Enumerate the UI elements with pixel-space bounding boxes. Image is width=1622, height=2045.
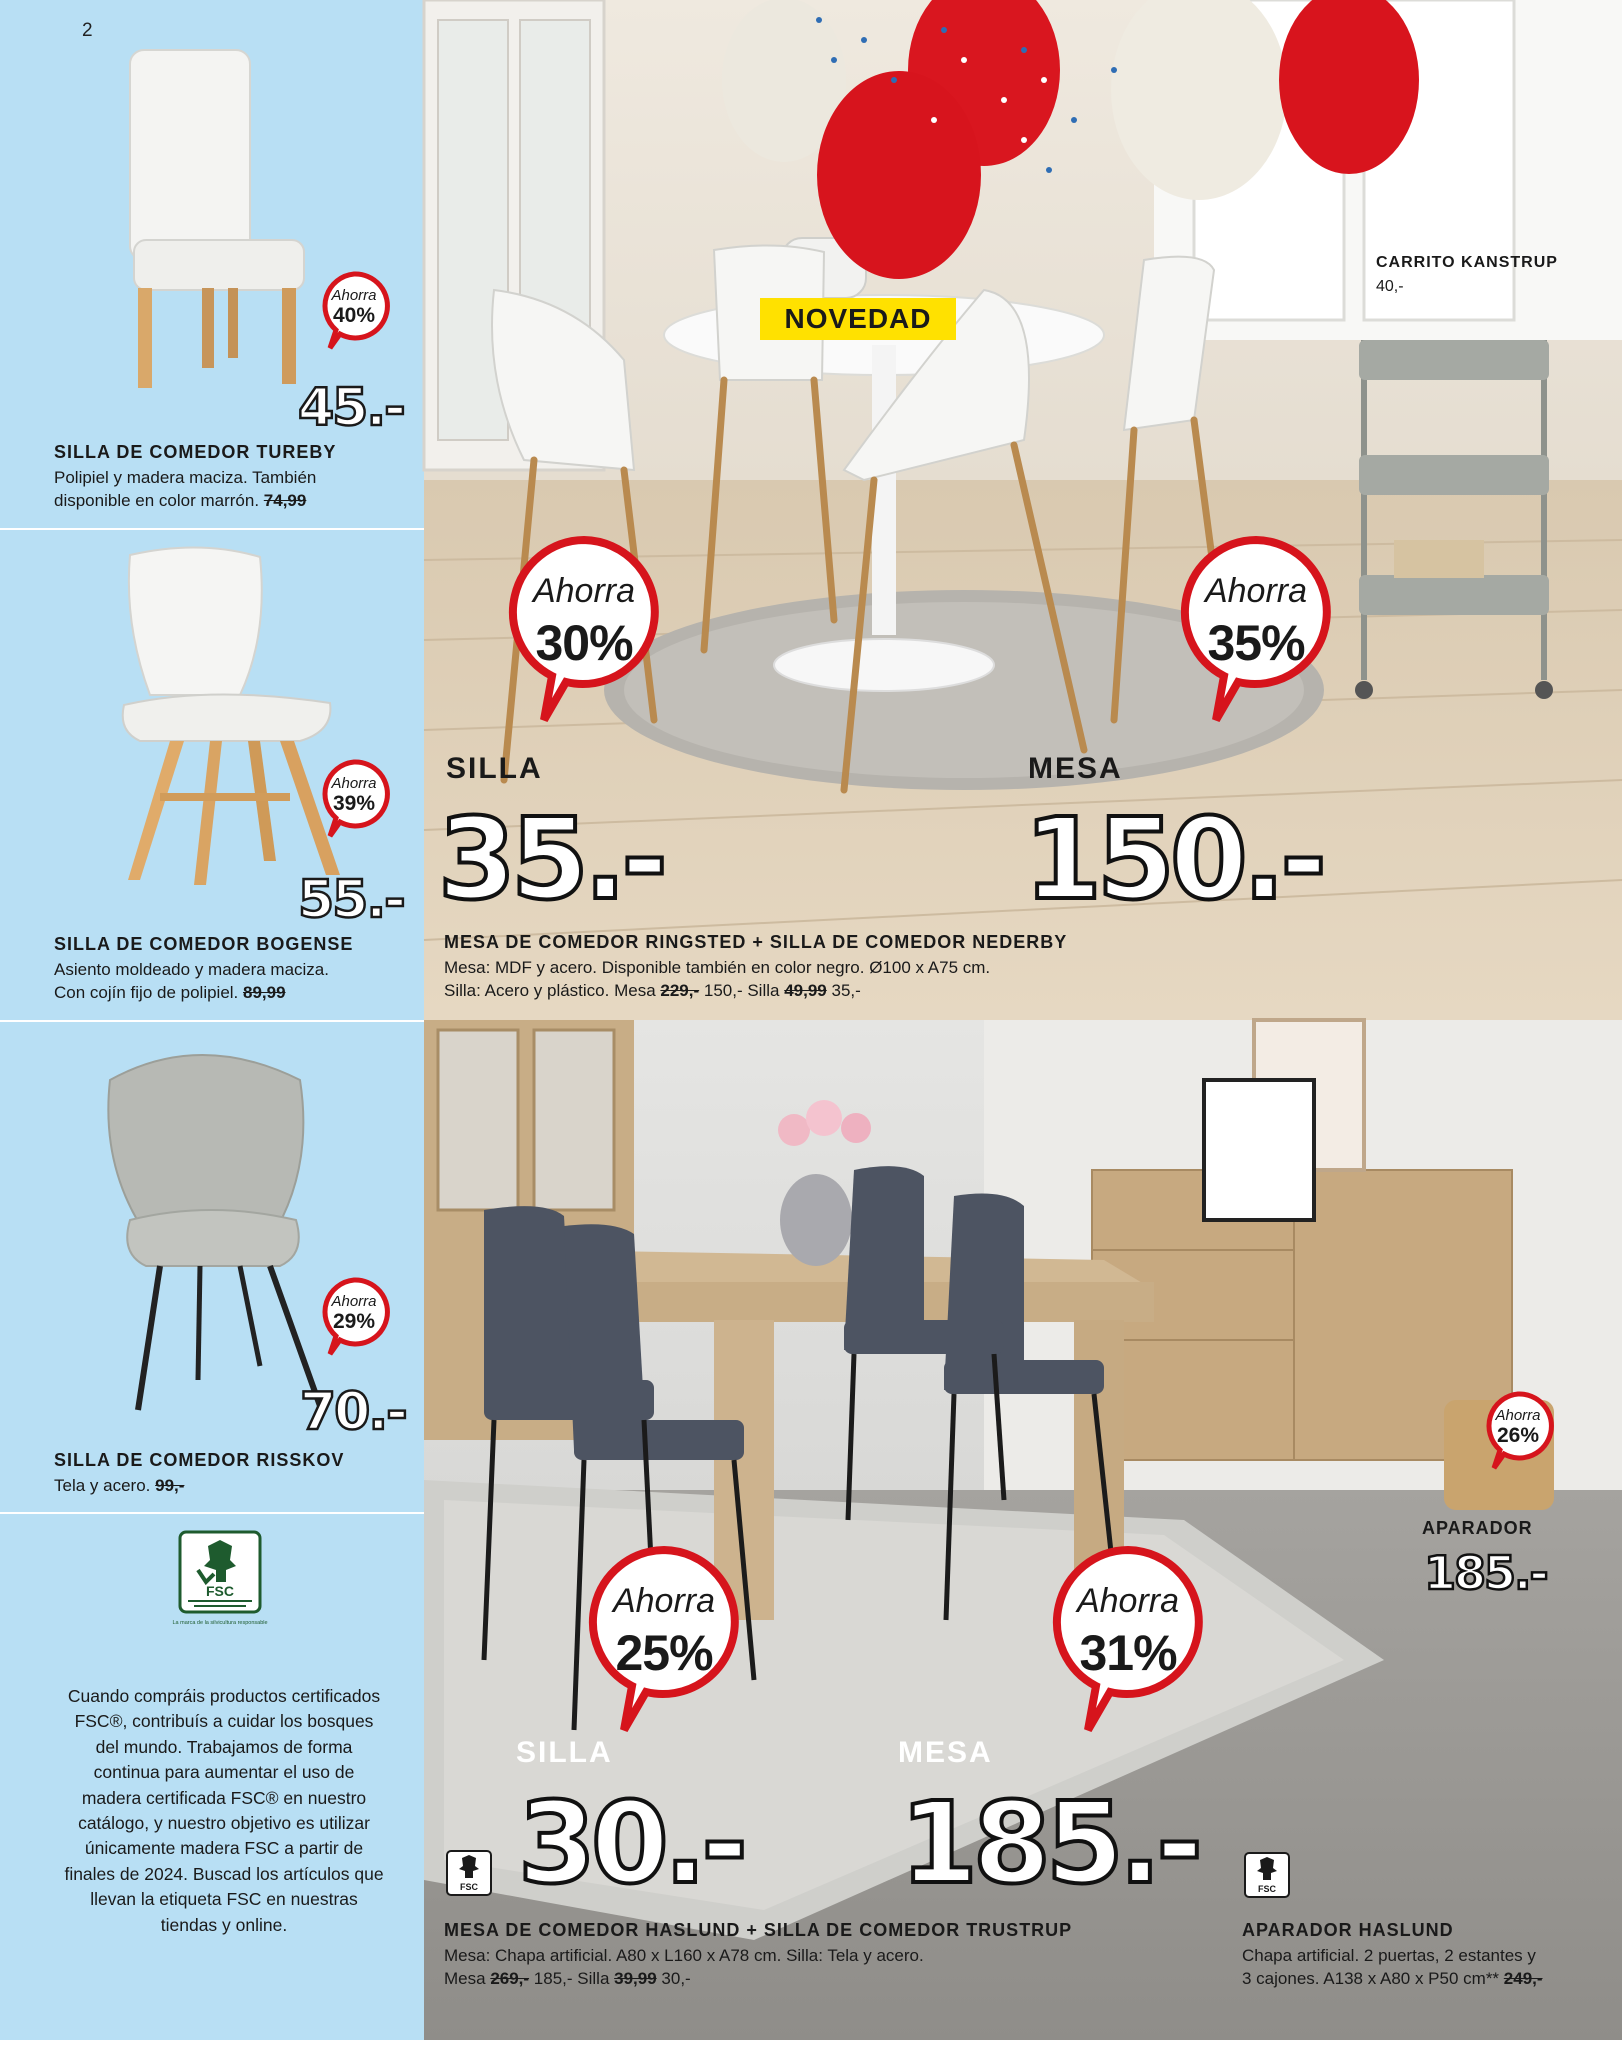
haslund-combo-description: Mesa: Chapa artificial. A80 x L160 x A78 cm. Silla: Tela y acero. Mesa 269,- 185,- Silla 39,99 30,- (444, 1946, 924, 1988)
fsc-paragraph: Cuando compráis productos certificados FSC®, contribuís a cuidar los bosques del mundo. Trabajamos de forma continua para aumentar el uso de madera certificada FSC® en nuestro catálogo, y nuestro objetivo es utilizar únicamente madera FSC a partir de finales de 2024. Buscad los artículos que llevan la etiqueta FSC en nuestras tiendas y online. (64, 1686, 384, 1935)
tureby-old-price: 74,99 (263, 491, 307, 510)
fsc-caption: La marca de la silvicultura responsable (172, 1620, 268, 1626)
ringsted-combo-description: Mesa: MDF y acero. Disponible también en color negro. Ø100 x A75 cm. Silla: Acero y plástico. Mesa 229,- 150,- Silla 49,99 35,- (444, 958, 991, 1000)
ringsted-combo-title: MESA DE COMEDOR RINGSTED + SILLA DE COMEDOR NEDERBY (444, 932, 1068, 952)
silla-bottom-old-price: 39,99 (614, 1969, 657, 1988)
risskov-old-price: 99,- (155, 1476, 185, 1495)
carrito-label: CARRITO KANSTRUP (1376, 254, 1558, 271)
mesa-top-label: MESA (1028, 752, 1123, 785)
tureby-price: 45.- (298, 378, 404, 438)
risskov-badge-text: Ahorra 29% (331, 1293, 377, 1333)
fsc-logo-icon (172, 1530, 268, 1634)
divider (0, 1512, 424, 1514)
fsc-icon (446, 1850, 492, 1896)
silla-bottom-label: SILLA (516, 1736, 613, 1769)
aparador-old-price: 249,- (1503, 1969, 1543, 1988)
aparador-label: APARADOR (1422, 1518, 1533, 1538)
mesa-bottom-label: MESA (898, 1736, 993, 1769)
page-number: 2 (82, 20, 93, 41)
risskov-chair-image (100, 1040, 360, 1420)
risskov-description: Tela y acero. 99,- (54, 1476, 185, 1495)
mesa-old-price: 229,- (660, 981, 700, 1000)
silla-bottom-price: 30.- (518, 1779, 743, 1909)
top-room-photo (424, 0, 1622, 1020)
bogense-description: Asiento moldeado y madera maciza. Con cojín fijo de polipiel. 89,99 (54, 960, 329, 1002)
silla-top-badge-text: Ahorra 30% (532, 572, 636, 671)
sidebar (0, 0, 424, 2040)
aparador-haslund-title: APARADOR HASLUND (1242, 1920, 1454, 1940)
aparador-haslund-description: Chapa artificial. 2 puertas, 2 estantes y 3 cajones. A138 x A80 x P50 cm** 249,- (1242, 1946, 1543, 1988)
fsc-icon (1244, 1852, 1290, 1898)
bogense-price: 55.- (298, 870, 404, 930)
bogense-title: SILLA DE COMEDOR BOGENSE (54, 934, 354, 954)
silla-old-price: 49,99 (784, 981, 827, 1000)
divider (0, 1020, 424, 1022)
risskov-price: 70.- (300, 1382, 406, 1442)
svg-text:FSC: FSC (206, 1583, 234, 1599)
carrito-price: 40,- (1376, 278, 1404, 295)
novedad-tag: NOVEDAD (760, 298, 956, 340)
mesa-top-badge-text: Ahorra 35% (1204, 572, 1308, 671)
bogense-old-price: 89,99 (243, 983, 286, 1002)
mesa-bottom-price: 185.- (900, 1779, 1198, 1909)
divider (0, 528, 424, 530)
svg-text:FSC: FSC (1258, 1884, 1276, 1894)
mesa-bottom-old-price: 269,- (490, 1969, 530, 1988)
aparador-badge-text: Ahorra 26% (1495, 1407, 1541, 1447)
mesa-top-price: 150.- (1024, 795, 1322, 925)
risskov-title: SILLA DE COMEDOR RISSKOV (54, 1450, 345, 1470)
silla-bottom-badge-text: Ahorra 25% (612, 1582, 716, 1681)
tureby-chair-image (110, 50, 350, 400)
svg-text:FSC: FSC (460, 1882, 478, 1892)
tureby-description: Polipiel y madera maciza. También disponible en color marrón. 74,99 (54, 468, 317, 510)
bogense-badge-text: Ahorra 39% (331, 775, 377, 815)
silla-top-label: SILLA (446, 752, 543, 785)
tureby-title: SILLA DE COMEDOR TUREBY (54, 442, 337, 462)
silla-top-price: 35.- (438, 795, 663, 925)
mesa-bottom-badge-text: Ahorra 31% (1076, 1582, 1180, 1681)
haslund-combo-title: MESA DE COMEDOR HASLUND + SILLA DE COMEDOR TRUSTRUP (444, 1920, 1073, 1940)
bogense-chair-image (110, 545, 350, 895)
tureby-badge-text: Ahorra 40% (331, 287, 377, 327)
aparador-price: 185.- (1424, 1546, 1547, 1600)
